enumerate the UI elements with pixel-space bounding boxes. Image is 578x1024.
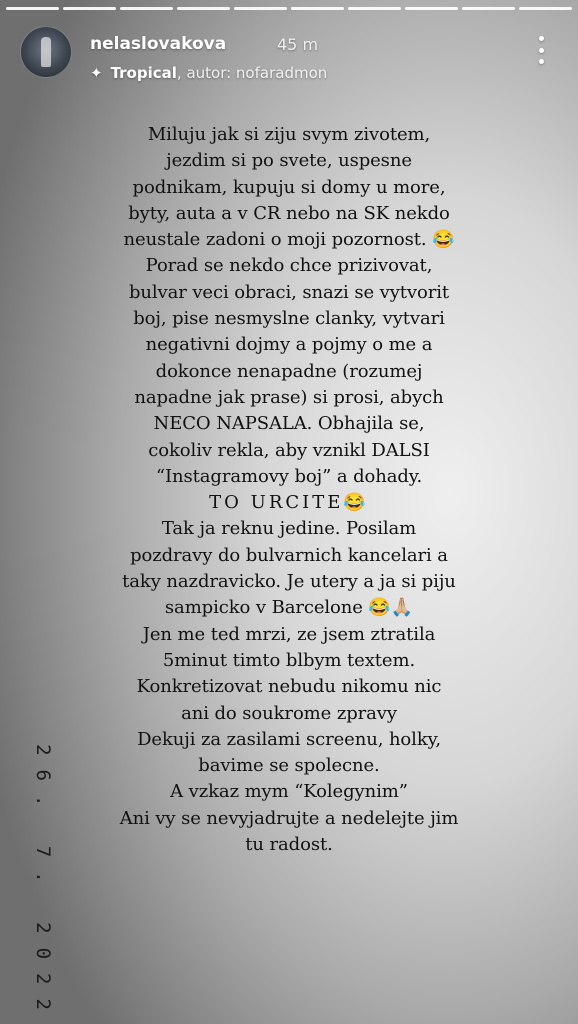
story-line: Konkretizovat nebudu nikomu nic xyxy=(136,676,442,698)
progress-segment xyxy=(462,7,515,10)
story-line: bulvar veci obraci, snazi se vytvorit xyxy=(128,281,450,303)
story-header xyxy=(20,26,558,84)
progress-segment xyxy=(6,7,59,10)
music-attribution[interactable] xyxy=(90,64,327,82)
story-line: Dekuji za zasilami screenu, holky, xyxy=(137,728,441,750)
story-line: dokonce nenapadne (rozumej xyxy=(155,360,423,382)
story-line: Ani vy se nevyjadrujte a nedelejte jim xyxy=(119,807,459,829)
progress-segment xyxy=(120,7,173,10)
story-line: tu radost. xyxy=(245,834,333,856)
story-line: napadne jak prase) si prosi, abych xyxy=(134,386,444,408)
story-progress-bar xyxy=(6,7,572,10)
story-line: ani do soukrome zpravy xyxy=(181,702,397,724)
story-line: byty, auta a v CR nebo na SK nekdo xyxy=(128,202,450,224)
avatar[interactable] xyxy=(20,26,72,78)
song-author: , autor: nofaradmon xyxy=(176,64,328,82)
story-line: TO URCITE😂 xyxy=(209,492,369,514)
post-time: 45 m xyxy=(277,35,319,54)
story-line: 5minut timto blbym textem. xyxy=(162,649,416,671)
date-stamp-text: 26. 7. 2022 xyxy=(32,744,54,1024)
progress-segment xyxy=(63,7,116,10)
story-line: sampicko v Barcelone 😂🙏🏼 xyxy=(164,597,414,619)
progress-segment xyxy=(348,7,401,10)
story-line: neustale zadoni o moji pozornost. 😂 xyxy=(123,229,455,251)
story-line: podnikam, kupuju si domy u more, xyxy=(132,176,446,198)
story-line: NECO NAPSALA. Obhajila se, xyxy=(153,413,425,435)
vertical-ellipsis-icon[interactable] xyxy=(536,36,546,64)
story-line: Porad se nekdo chce prizivovat, xyxy=(145,255,433,277)
story-line: Miluju jak si ziju svym zivotem, xyxy=(147,124,431,145)
progress-segment xyxy=(291,7,344,10)
story-line: jezdim si po svete, uspesne xyxy=(166,150,412,172)
story-line: Jen me ted mrzi, ze jsem ztratila xyxy=(142,623,436,645)
story-line: negativni dojmy a pojmy o me a xyxy=(145,334,433,356)
story-line: “Instagramovy boj” a dohady. xyxy=(155,465,423,487)
song-title: Tropical xyxy=(110,64,177,82)
story-line: bavime se spolecne. xyxy=(198,755,380,777)
story-line: pozdravy do bulvarnich kancelari a xyxy=(130,544,448,566)
progress-segment xyxy=(234,7,287,10)
story-line: boj, pise nesmyslne clanky, vytvari xyxy=(133,308,445,330)
date-stamp xyxy=(28,744,58,1024)
story-line: taky nazdravicko. Je utery a ja si piju xyxy=(122,571,456,593)
progress-segment xyxy=(177,7,230,10)
username[interactable]: nelaslovakova xyxy=(90,34,227,54)
story-line: A vzkaz mym “Kolegynim” xyxy=(170,781,408,803)
story-line: Tak ja reknu jedine. Posilam xyxy=(161,518,417,540)
progress-segment xyxy=(405,7,458,10)
story-text xyxy=(90,122,488,858)
story-line: cokoliv rekla, aby vznikl DALSI xyxy=(148,439,430,461)
sparkle-icon: ✦ xyxy=(90,64,103,82)
progress-segment xyxy=(519,7,572,10)
